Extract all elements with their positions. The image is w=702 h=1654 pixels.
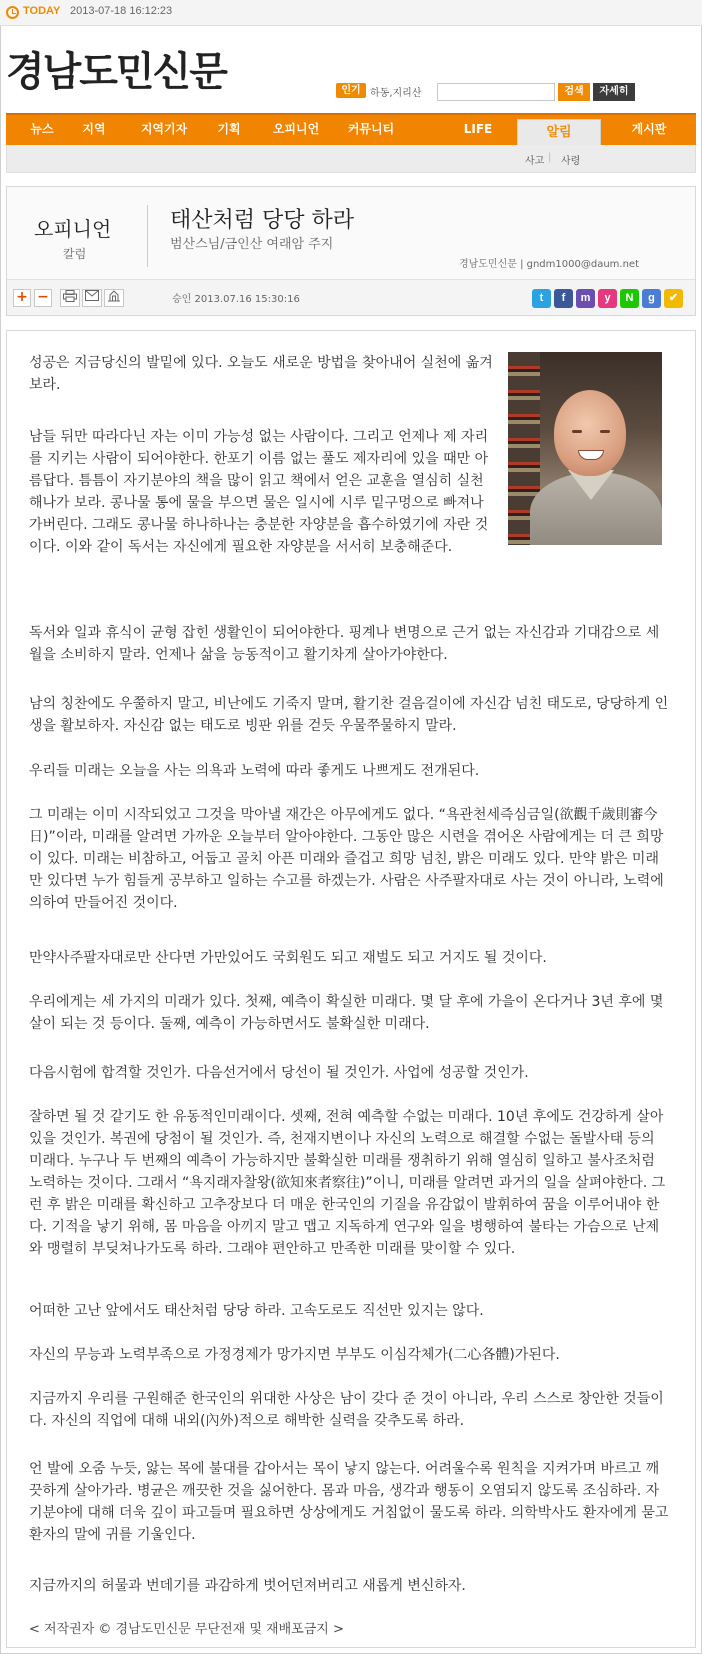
section-subname[interactable]: 칼럼	[63, 247, 87, 261]
facebook-icon[interactable]: f	[554, 289, 573, 308]
twitter-icon[interactable]: t	[532, 289, 551, 308]
yozm-icon[interactable]: y	[598, 289, 617, 308]
print-icon[interactable]	[60, 289, 80, 307]
font-increase-button[interactable]: +	[13, 289, 31, 307]
clock-icon	[6, 6, 19, 19]
email-icon[interactable]	[82, 289, 102, 307]
header-divider	[147, 205, 148, 267]
subnav-separator: |	[548, 152, 552, 163]
naver-icon[interactable]: N	[620, 289, 639, 308]
nav-item-life[interactable]: LIFE	[463, 122, 493, 136]
article-paragraph: 만약사주팔자대로만 산다면 가만있어도 국회원도 되고 재벌도 되고 거지도 될 것이다.	[29, 950, 547, 966]
bookmark-icon[interactable]: ✔	[664, 289, 683, 308]
article-paragraph: 남의 칭찬에도 우쭐하지 말고, 비난에도 기죽지 말며, 활기찬 걸음걸이에 자신감 넘친 태도로, 당당하게 인생을 활보하자. 자신감 없는 태도로 빙판 위를 걷듯 우물쭈물하지 말라.	[29, 696, 669, 734]
scrap-icon[interactable]	[104, 289, 124, 307]
main-nav	[6, 113, 696, 145]
popular-badge: 인기	[336, 83, 366, 98]
article-paragraph: 다음시험에 합격할 것인가. 다음선거에서 당선이 될 것인가. 사업에 성공할 것인가.	[29, 1065, 529, 1081]
me2day-icon[interactable]: m	[576, 289, 595, 308]
nav-item-community[interactable]: 커뮤니티	[347, 122, 395, 136]
article-paragraph: 자신의 무능과 노력부족으로 가정경제가 망가지면 부부도 이심각체가(二心各體)가된다.	[29, 1347, 560, 1363]
sub-nav	[6, 145, 696, 173]
article-paragraph: 잘하면 될 것 같기도 한 유동적인미래이다. 셋째, 전혀 예측할 수없는 미래다. 10년 후에도 건강하게 살아있을 것인가. 복권에 당첨이 될 것인가. 즉, 천재지변이나 자신의 노력으로 해결할 수없는 돌발사태 등의 미래다. 누구나 두 번째의 예측이 가능하지만 불확실한 미래를 쟁취하기 위해 열심히 일하고 불사조처럼 노력하는 것이다. 그래서 “욕지래자찰왕(欲知來者察往)”이니, 미래를 알려면 과거의 일을 살펴야한다. 그런 후 밝은 미래를 확신하고 고추장보다 더 매운 한국인의 기질을 유감없이 발휘하여 꿈을 이루어내야 한다. 기적을 낳기 위해, 몸 마음을 아끼지 말고 맵고 지독하게 연구와 일을 병행하여 불타는 가슴으로 난제와 맹렬히 부딪쳐나가도록 하라. 그래야 편안하고 만족한 미래를 맞이할 수 있다.	[29, 1109, 666, 1257]
search-button[interactable]: 검색	[558, 83, 590, 101]
nav-item-board[interactable]: 게시판	[631, 122, 667, 136]
nav-item-news[interactable]: 뉴스	[30, 122, 54, 136]
nav-item-region[interactable]: 지역	[82, 122, 106, 136]
today-label: TODAY	[23, 5, 61, 17]
article-paragraph: 어떠한 고난 앞에서도 태산처럼 당당 하라. 고속도로도 직선만 있지는 않다.	[29, 1303, 484, 1319]
byline: 경남도민신문 | gndm1000@daum.net	[458, 259, 639, 270]
popular-keywords[interactable]: 하동,지리산	[370, 88, 422, 99]
article-paragraph: 지금까지의 허물과 번데기를 과감하게 벗어던져버리고 새롭게 변신하자.	[29, 1578, 466, 1594]
search-input[interactable]	[437, 83, 555, 101]
author-photo	[508, 352, 662, 545]
article-title: 태산처럼 당당 하라	[170, 208, 355, 233]
nav-item-opinion[interactable]: 오피니언	[272, 122, 320, 136]
nav-item-notice[interactable]: 알림	[517, 119, 601, 145]
article-paragraph: 언 발에 오줌 누듯, 앓는 목에 불대를 갑아서는 목이 낳지 않는다. 어려울수록 원칙을 지켜가며 바르고 깨끗하게 살아가라. 병균은 깨끗한 것을 싫어한다. 몸과 마음, 생각과 행동이 오염되지 않도록 조심하라. 자기분야에 대해 더욱 깊이 파고들며 필요하면 상상에게도 거침없이 물도록 하라. 의학박사도 환자에게 묻고 환자의 말에 귀를 기울인다.	[29, 1461, 669, 1543]
nav-item-feature[interactable]: 기획	[217, 122, 241, 136]
site-logo[interactable]: 경남도민신문	[6, 49, 226, 95]
article-paragraph: 남들 뒤만 따라다닌 자는 이미 가능성 없는 사람이다. 그리고 언제나 제 자리를 지키는 사람이 되어야한다. 한포기 이름 없는 풀도 제자리에 있을 때만 아름답다. 틈틈이 자기분야의 책을 많이 읽고 책에서 얻은 교훈을 열심히 실천해나가 보라. 콩나물 통에 물을 부으면 물은 일시에 시루 밑구멍으로 빠져나가버린다. 그래도 콩나물 하나하나는 충분한 자양분을 흡수하였기에 자란 것이다. 이와 같이 독서는 자신에게 필요한 자양분을 서서히 보충해준다.	[29, 429, 489, 555]
article-paragraph: 그 미래는 이미 시작되었고 그것을 막아낼 재간은 아무에게도 없다. “욕관천세즉심금일(欲觀千歲則審今日)”이라, 미래를 알려면 가까운 오늘부터 알아야한다. 그동안 많은 시련을 겪어온 사람에게는 더 큰 희망이 있다. 미래는 비참하고, 어둡고 골치 아픈 미래와 즐겁고 희망 넘친, 밝은 미래도 있다. 만약 밝은 미래만 있다면 누가 힘들게 공부하고 일하는 수고를 하겠는가. 사람은 사주팔자대로 사는 것이 아니라, 노력에 의하여 만들어진 것이다.	[29, 807, 664, 911]
copyright-notice: < 저작권자 © 경남도민신문 무단전재 및 재배포금지 >	[29, 1622, 344, 1637]
font-decrease-button[interactable]: −	[34, 289, 52, 307]
top-bar	[0, 0, 702, 26]
article-header	[6, 186, 696, 316]
article-subtitle: 범산스님/금인산 여래암 주지	[170, 237, 334, 252]
article-paragraph: 지금까지 우리를 구원해준 한국인의 위대한 사상은 남이 갖다 준 것이 아니라, 우리 스스로 창안한 것들이다. 자신의 직업에 대해 내외(內外)적으로 해박한 실력을 갖추도록 하라.	[29, 1391, 664, 1429]
detail-search-button[interactable]: 자세히	[593, 83, 635, 101]
subnav-item-announcement[interactable]: 사고	[525, 156, 545, 167]
article-paragraph: 우리들 미래는 오늘을 사는 의욕과 노력에 따라 좋게도 나쁘게도 전개된다.	[29, 763, 480, 779]
subnav-item-appointment[interactable]: 사령	[561, 156, 581, 167]
article-paragraph: 성공은 지금당신의 발밑에 있다. 오늘도 새로운 방법을 찾아내어 실천에 옮겨보라.	[29, 355, 493, 393]
today-date: 2013-07-18 16:12:23	[70, 5, 173, 17]
article-toolbar	[7, 279, 695, 315]
google-icon[interactable]: g	[642, 289, 661, 308]
approval-time: 승인 2013.07.16 15:30:16	[172, 294, 300, 305]
nav-item-region-reporter[interactable]: 지역기자	[140, 122, 188, 136]
article-paragraph: 우리에게는 세 가지의 미래가 있다. 첫째, 예측이 확실한 미래다. 몇 달 후에 가을이 온다거나 3년 후에 몇 살이 되는 것 등이다. 둘째, 예측이 가능하면서도 불확실한 미래다.	[29, 994, 664, 1032]
section-name[interactable]: 오피니언	[34, 217, 112, 241]
article-paragraph: 독서와 일과 휴식이 균형 잡힌 생활인이 되어야한다. 핑계나 변명으로 근거 없는 자신감과 기대감으로 세월을 소비하지 말라. 언제나 삶을 능동적이고 활기차게 살아가야한다.	[29, 625, 660, 663]
